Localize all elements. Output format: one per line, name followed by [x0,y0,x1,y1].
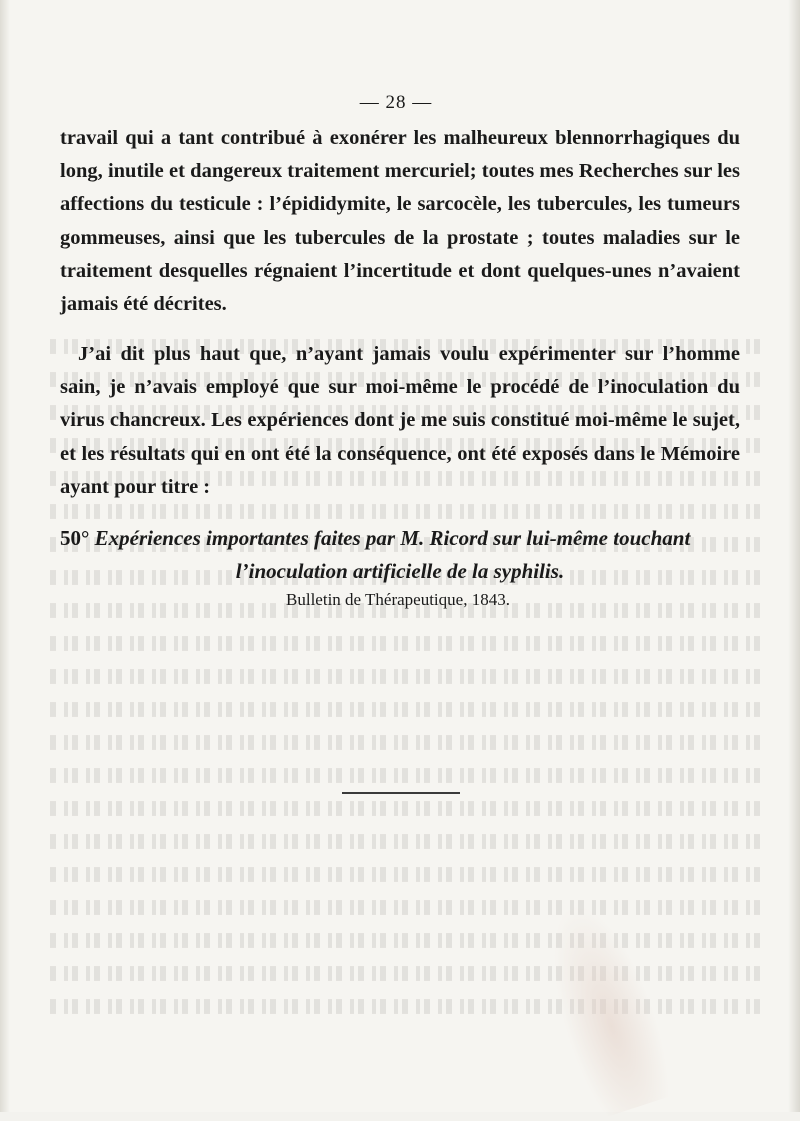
entry-title-line-1 [60,522,740,555]
page-edge-left [0,0,10,1112]
entry-title-text-1: Expériences importantes faites par M. Ricord sur lui-même touchant [94,526,691,550]
page-edge-right [788,0,800,1112]
entry-title-line-2: l’inoculation artificielle de la syphilis. [235,559,565,583]
paragraph-continuation: travail qui a tant contribué à exonérer les malheureux blennorrhagiques du long, inutile et dangereux traitement mercuriel; toutes mes Recherches sur les affections du testicule : l’épididymite, le sarcocèle, les tubercules, les tumeurs gommeuses, ainsi que les tubercules de la prostate ; toutes maladies sur le traitement desquelles régnaient l’incertitude et dont quelques-unes n’avaient jamais été décrites. [60,127,740,316]
entry-reference: Bulletin de Thérapeutique, 1843. [286,590,510,609]
paragraph-inoculation: J’ai dit plus haut que, n’ayant jamais voulu expérimenter sur l’homme sain, je n’avais employé que sur moi-même le procédé de l’inoculation du virus chancreux. Les expériences dont je me suis constitué moi-même le sujet, et les résultats qui en ont été la conséquence, ont été exposés dans le Mémoire ayant pour titre : [60,343,740,498]
page-number: — 28 — [359,92,433,113]
paper-stain [529,891,680,1120]
section-divider [342,792,460,794]
entry-number: 50° [60,526,90,550]
